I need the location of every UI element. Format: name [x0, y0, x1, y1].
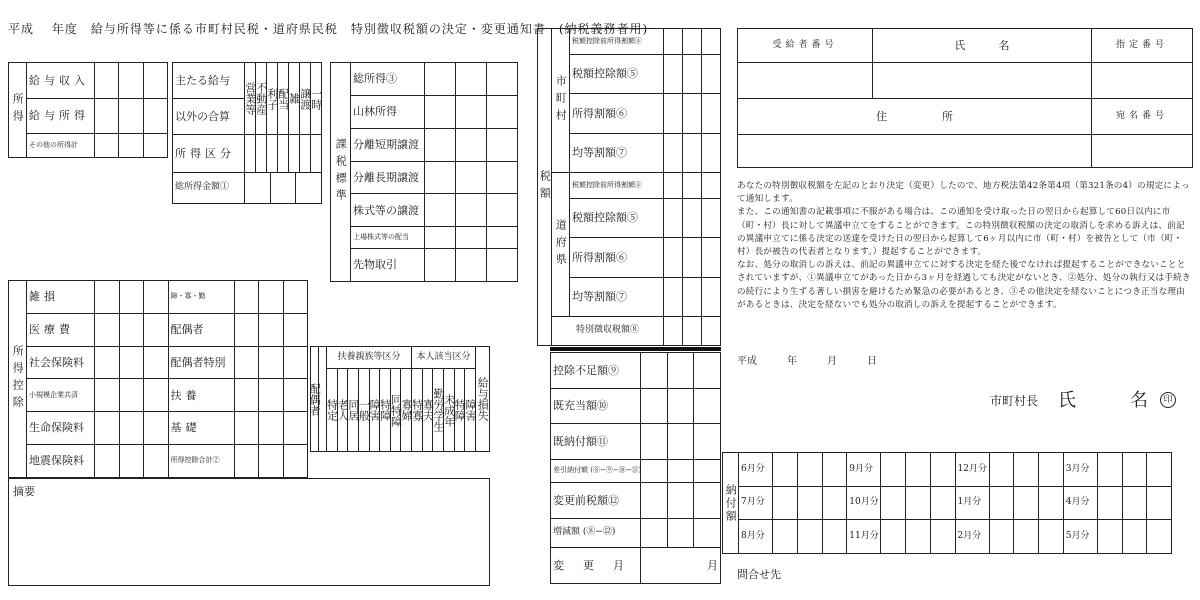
- payment-month: 8月分: [739, 520, 773, 554]
- income-flag: 不動産: [256, 63, 267, 135]
- payment-month: 2月分: [955, 520, 989, 554]
- taxable-row-label: 分離短期譲渡: [351, 128, 425, 161]
- dependents-header: 扶養親族等区分: [327, 347, 412, 369]
- payment-month: 10月分: [847, 486, 881, 520]
- dependent-flag: 特障: [454, 369, 465, 452]
- thick-divider: [550, 347, 721, 351]
- form-title: 平成 年度 給与所得等に係る市町村民税・道府県民税 特別徴収税額の決定・変更通知書 (納税義務者用): [8, 22, 649, 36]
- income-flag: 一時: [311, 63, 322, 135]
- dependent-flag: 同居: [348, 369, 359, 452]
- income-flag: 利子: [267, 63, 278, 135]
- dependent-flag: 同特障: [390, 369, 401, 452]
- settlement-label: 既納付額⑪: [551, 424, 641, 460]
- payment-month: 9月分: [847, 453, 881, 487]
- recipient-number-field[interactable]: [738, 63, 873, 99]
- settlement-label: 差引納付額 (⑧−⑨−⑩−⑪): [551, 459, 641, 483]
- taxable-row-label: 上場株式等の配当: [351, 227, 425, 249]
- deduction-left-label: 医療費: [27, 313, 95, 346]
- payment-month: 1月分: [955, 486, 989, 520]
- deduction-right-label: 障・寡・勤: [168, 281, 234, 314]
- main-income-table: [172, 62, 322, 173]
- tax-row-label: 所得割額⑥: [570, 94, 664, 133]
- income-flag: 営業等: [245, 63, 256, 135]
- tax-row-label: 均等割額⑦: [570, 133, 664, 172]
- seal-mark: [1160, 392, 1176, 408]
- deductions-group-label: 所得控除: [9, 281, 27, 478]
- payment-month: 4月分: [1063, 486, 1097, 520]
- deduction-right-label: 配偶者特別: [168, 346, 234, 379]
- notice-paragraph: また、この通知書の記載事項に不服がある場合は、この通知を受け取った日の翌日から起算して60日以内に市（町・村）長に対して異議申立てをすることができます。この特別徴収税額の決定の取消しを求める訴えは、前記の異議申立てに係る決定の送達を受けた日の翌日から起算して6ヶ月以内に市（町・村）を被告として（市（町・村）長が被告の代表者となります。）提起することができます。: [737, 207, 1185, 258]
- deduction-left-label: 社会保険料: [27, 346, 95, 379]
- dependents-table: [310, 346, 490, 452]
- main-income-label: 主たる給与: [173, 63, 245, 99]
- dependent-flag: 老人: [337, 369, 348, 452]
- deduction-right-label: 基礎: [168, 412, 234, 445]
- address-number-header: 宛名番号: [1092, 99, 1193, 135]
- income-flag: 配当: [278, 63, 289, 135]
- settlement-label: 増減額 (⑧−⑫): [551, 518, 641, 548]
- deduction-right-label: 扶養: [168, 379, 234, 412]
- deduction-right-label: 配偶者: [168, 313, 234, 346]
- tax-row-label: 税額控除前所得割額④: [570, 29, 664, 55]
- income-flag: 譲渡: [300, 63, 311, 135]
- tax-table: [537, 28, 721, 346]
- mayor-label: 市町村長: [990, 394, 1039, 408]
- tax-group-label: 税額: [538, 29, 552, 346]
- prefectural-label: 道府県: [552, 173, 570, 317]
- deduction-left-label: 生命保険料: [27, 412, 95, 445]
- total-income-table: [172, 172, 322, 204]
- payment-month: 5月分: [1063, 520, 1097, 554]
- deduction-right-label: 所得控除合計②: [168, 445, 234, 478]
- designated-number-field[interactable]: [1092, 63, 1193, 99]
- tax-row-label: 均等割額⑦: [570, 277, 664, 316]
- dependent-flag: 未成年: [444, 369, 455, 452]
- taxable-row-label: 分離長期譲渡: [351, 161, 425, 194]
- spouse-label: 配偶者: [311, 347, 319, 452]
- special-tax-label: 特別徴収税額⑧: [552, 317, 664, 346]
- address-field[interactable]: [738, 135, 1092, 168]
- notice-date: 平成 年 月 日: [737, 356, 877, 367]
- dependent-flag: 障害: [369, 369, 380, 452]
- dependent-flag: 寡婦: [401, 369, 412, 452]
- taxable-row-label: 株式等の譲渡: [351, 194, 425, 227]
- dependent-flag: 一般: [358, 369, 369, 452]
- dependent-flag: 特定: [327, 369, 338, 452]
- remarks-label: 摘要: [13, 485, 35, 498]
- recipient-number-header: 受給者番号: [738, 29, 873, 63]
- income-row-label: 給与収入: [27, 63, 95, 99]
- recipient-table: [737, 28, 1193, 168]
- deductions-table: [8, 280, 308, 478]
- taxable-row-label: 先物取引: [351, 249, 425, 282]
- income-group-label: 所得: [9, 63, 27, 158]
- income-flag: 雑: [289, 63, 300, 135]
- notice-paragraph: なお、処分の取消しの訴えは、前記の異議申立てに対する決定を経た後でなければ提起することができないこととされていますが、①異議申立てがあった日から3ヶ月を経過しても決定がないとき、②処分、処分の執行又は手続きの続行により生ずる著しい損害を避けるため緊急の必要があるとき、③その他決定を経ないことにつき正当な理由があるときは、決定を経ないでも処分の取消しの訴えを提起することができます。: [737, 260, 1191, 310]
- income-table: [8, 62, 168, 158]
- recipient-name-header: 氏 名: [873, 29, 1092, 63]
- payment-month: 3月分: [1063, 453, 1097, 487]
- tax-row-label: 税額控除前所得割額④: [570, 173, 664, 199]
- tax-row-label: 税額控除額⑤: [570, 55, 664, 94]
- recipient-name-field[interactable]: [873, 63, 1092, 99]
- income-class-label: 所得区分: [173, 135, 245, 173]
- payment-month: 12月分: [955, 453, 989, 487]
- deduction-left-label: 雑損: [27, 281, 95, 314]
- change-month-suffix[interactable]: 月: [641, 548, 721, 584]
- contact-label: 問合せ先: [737, 568, 781, 581]
- payment-month: 6月分: [739, 453, 773, 487]
- dependent-flag: 寡夫: [422, 369, 433, 452]
- salary-loss-label: 給与損失: [476, 347, 490, 452]
- income-value-cell[interactable]: [95, 63, 119, 99]
- designated-number-header: 指定番号: [1092, 29, 1193, 63]
- total-income-label: 総所得金額①: [173, 173, 245, 204]
- taxable-group-label: 課税標準: [331, 63, 351, 282]
- seal-char: 印: [1163, 395, 1173, 405]
- deduction-left-label: 小規模企業共済: [27, 379, 95, 412]
- dependent-flag: 障害: [465, 369, 476, 452]
- dependent-flag: 特障: [380, 369, 391, 452]
- payment-month: 11月分: [847, 520, 881, 554]
- income-row-label: 給与所得: [27, 98, 95, 134]
- dependent-flag: 特寡: [412, 369, 423, 452]
- main-income-label: 以外の合算: [173, 99, 245, 135]
- tax-row-label: 所得割額⑥: [570, 238, 664, 277]
- address-header: 住 所: [738, 99, 1092, 135]
- taxable-row-label: 山林所得: [351, 95, 425, 128]
- settlement-label: 変更前税額⑫: [551, 483, 641, 519]
- income-row-label: その他の所得計: [27, 134, 95, 158]
- settlement-label: 既充当額⑩: [551, 388, 641, 424]
- remarks-box[interactable]: [8, 478, 490, 586]
- payments-table: [722, 452, 1172, 554]
- address-number-field[interactable]: [1092, 135, 1193, 168]
- dependent-flag: 勤労学生: [433, 369, 444, 452]
- taxable-table: [330, 62, 518, 282]
- mayor-name: 氏 名: [1058, 390, 1148, 411]
- notice-paragraph: あなたの特別徴収税額を左記のとおり決定（変更）したので、地方税法第42条第4項（第321条の4）の規定によって通知します。: [737, 181, 1190, 205]
- municipal-label: 市町村: [552, 29, 570, 173]
- deduction-left-label: 地震保険料: [27, 445, 95, 478]
- self-class-header: 本人該当区分: [412, 347, 476, 369]
- taxable-row-label: 総所得③: [351, 63, 425, 96]
- tax-row-label: 税額控除額⑤: [570, 199, 664, 238]
- payments-label: 納付額: [723, 453, 739, 554]
- notice-text: [737, 180, 1193, 312]
- change-month-label: 変 更 月: [551, 548, 641, 584]
- payment-month: 7月分: [739, 486, 773, 520]
- tax-settlement-table: [550, 352, 721, 584]
- settlement-label: 控除不足額⑨: [551, 353, 641, 389]
